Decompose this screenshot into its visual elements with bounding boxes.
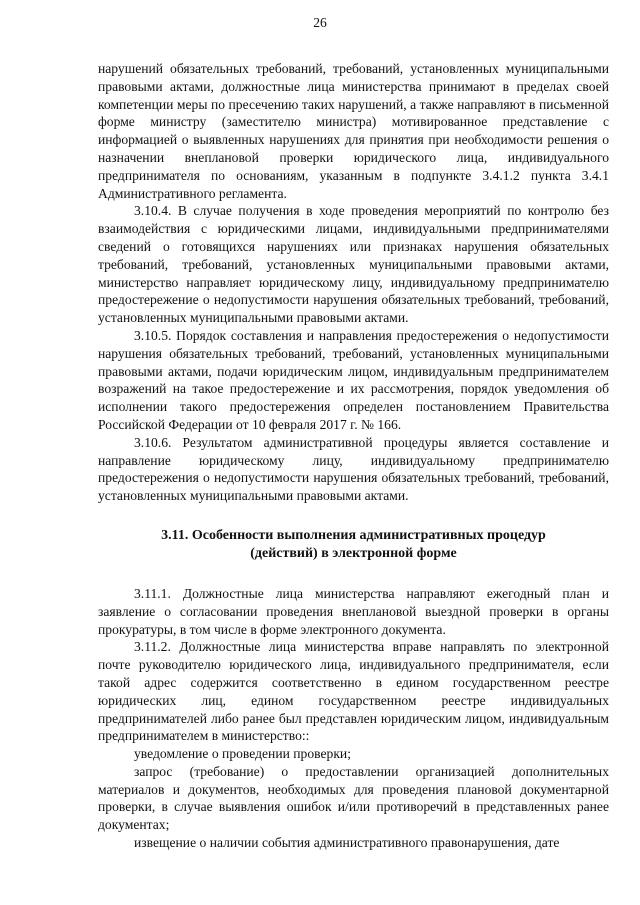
- paragraph-3-10-6: 3.10.6. Результатом административной процедуры является составление и направление юридическому лицу, индивидуальному предпринимателю предостережения о недопустимости нарушения обязательных требований, требований, установленных муниципальными правовыми актами.: [98, 434, 609, 504]
- paragraph-continuation: нарушений обязательных требований, требований, установленных муниципальными правовыми актами, должностные лица министерства принимают в пределах своей компетенции меры по пресечению таких нарушений, а также направляют в письменной форме министру (заместителю министра) мотивированное представление с информацией о выявленных нарушениях для принятия при необходимости решения о назначении внеплановой проверки юридического лица, индивидуального предпринимателя по основаниям, указанным в подпункте 3.4.1.2 пункта 3.4.1 Административного регламента.: [98, 61, 609, 201]
- section-heading-3-11: [98, 527, 609, 563]
- list-item-notice: извещение о наличии события административного правонарушения, дате: [134, 835, 560, 851]
- paragraph-3-11-1: 3.11.1. Должностные лица министерства направляют ежегодный план и заявление о согласовании проведения внеплановой выездной проверки в органы прокуратуры, в том числе в форме электронного документа.: [98, 585, 609, 637]
- section-heading-line-2: (действий) в электронной форме: [250, 545, 457, 561]
- document-body: [98, 60, 609, 852]
- paragraph-3-10-5: 3.10.5. Порядок составления и направления предостережения о недопустимости нарушения обязательных требований, требований, установленных муниципальными правовыми актами, подачи юридическим лицом, индивидуальным предпринимателем возражений на такое предостережение и их рассмотрения, порядок уведомления об исполнении такого предостережения определен постановлением Правительства Российской Федерации от 10 февраля 2017 г. № 166.: [98, 327, 609, 432]
- list-item-request: запрос (требование) о предоставлении организацией дополнительных материалов и документов, необходимых для проведения плановой документарной проверки, в случае выявления ошибок и/или противоречий в представленных ранее документах;: [98, 763, 609, 833]
- paragraph-3-11-2: 3.11.2. Должностные лица министерства вправе направлять по электронной почте руководителю юридического лица, индивидуального предпринимателя, если такой адрес содержится соответственно в едином государственном реестре юридических лиц, едином государственном реестре индивидуальных предпринимателей либо ранее был представлен юридическим лицом, индивидуальным предпринимателем в министерство::: [98, 639, 609, 744]
- section-heading-line-1: 3.11. Особенности выполнения административных процедур: [161, 527, 546, 543]
- paragraph-3-10-4: 3.10.4. В случае получения в ходе проведения мероприятий по контролю без взаимодействия с юридическими лицами, индивидуальными предпринимателями сведений о готовящихся нарушениях или признаках нарушения обязательных требований, требований, установленных муниципальными правовыми актами, министерство направляет юридическому лицу, индивидуальному предпринимателю предостережение о недопустимости нарушения обязательных требований, требований, установленных муниципальными правовыми актами.: [98, 203, 609, 326]
- list-item-notification: уведомление о проведении проверки;: [134, 746, 351, 762]
- page-number: 26: [313, 15, 327, 30]
